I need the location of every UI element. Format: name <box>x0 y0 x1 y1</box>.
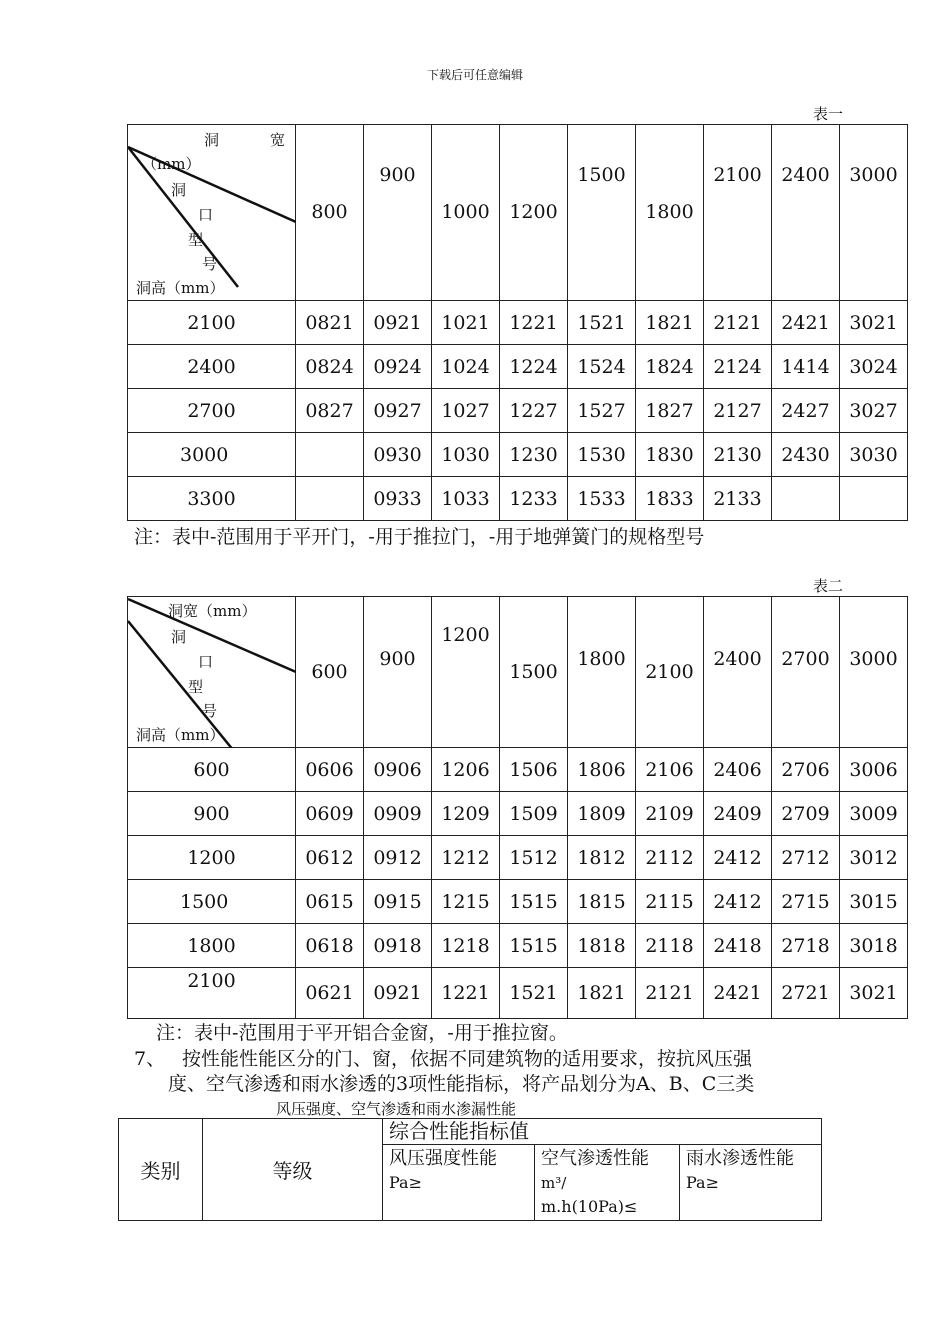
model-cell: 2709 <box>772 792 840 836</box>
model-cell: 2715 <box>772 880 840 924</box>
model-cell: 2115 <box>636 880 704 924</box>
model-cell: 3018 <box>840 924 908 968</box>
table3 <box>118 1118 822 1221</box>
row-height-label: 1200 <box>128 836 296 880</box>
table1-corner-type-char: 洞 <box>171 181 187 199</box>
row-height-label: 600 <box>128 748 296 792</box>
table-row <box>128 968 908 1019</box>
table-row <box>128 433 908 477</box>
table3-rain-header <box>680 1145 822 1221</box>
model-cell: 1815 <box>568 880 636 924</box>
table1-label: 表一 <box>813 105 844 123</box>
table2-width-header: 3000 <box>840 597 908 748</box>
section7-number: 7、 <box>134 1048 166 1070</box>
rain-title: 雨水渗透性能 <box>686 1148 794 1169</box>
row-height-label: 900 <box>128 792 296 836</box>
model-cell: 0915 <box>364 880 432 924</box>
table2-width-header: 2400 <box>704 597 772 748</box>
table1-width-header: 1000 <box>432 125 500 301</box>
model-cell: 0609 <box>296 792 364 836</box>
model-cell: 1830 <box>636 433 704 477</box>
model-cell: 2130 <box>704 433 772 477</box>
table2-width-header: 2100 <box>636 597 704 748</box>
table2-corner-height-label: 洞高（mm） <box>136 726 225 744</box>
model-cell: 0930 <box>364 433 432 477</box>
model-cell: 1030 <box>432 433 500 477</box>
model-cell: 1509 <box>500 792 568 836</box>
model-cell: 1515 <box>500 880 568 924</box>
table-row <box>128 836 908 880</box>
table-row <box>128 301 908 345</box>
table-row <box>128 880 908 924</box>
model-cell: 1527 <box>568 389 636 433</box>
table2-header-row <box>128 597 908 748</box>
model-cell: 2721 <box>772 968 840 1019</box>
model-cell: 2121 <box>636 968 704 1019</box>
table1-corner-cell <box>128 125 296 301</box>
table2-corner-width-label: 洞宽（mm） <box>168 602 257 620</box>
table1 <box>127 124 908 521</box>
table1-header-row <box>128 125 908 301</box>
table1-width-header: 2100 <box>704 125 772 301</box>
model-cell: 0921 <box>364 968 432 1019</box>
model-cell: 1530 <box>568 433 636 477</box>
model-cell: 1827 <box>636 389 704 433</box>
model-cell: 3009 <box>840 792 908 836</box>
model-cell: 0824 <box>296 345 364 389</box>
model-cell: 2112 <box>636 836 704 880</box>
table3-category-header: 类别 <box>119 1119 203 1221</box>
model-cell: 3006 <box>840 748 908 792</box>
section7-line2: 度、空气渗透和雨水渗透的3项性能指标，将产品划分为A、B、C三类 <box>168 1073 755 1095</box>
table1-width-header: 1200 <box>500 125 568 301</box>
table1-width-header: 1800 <box>636 125 704 301</box>
air-title: 空气渗透性能 <box>541 1148 649 1169</box>
model-cell: 1024 <box>432 345 500 389</box>
table-row <box>128 748 908 792</box>
model-cell: 2409 <box>704 792 772 836</box>
model-cell: 1221 <box>500 301 568 345</box>
model-cell: 1209 <box>432 792 500 836</box>
model-cell: 1414 <box>772 345 840 389</box>
row-height-label: 3300 <box>128 477 296 521</box>
model-cell: 3021 <box>840 968 908 1019</box>
model-cell: 3030 <box>840 433 908 477</box>
model-cell: 1227 <box>500 389 568 433</box>
model-cell: 3024 <box>840 345 908 389</box>
model-cell: 0924 <box>364 345 432 389</box>
section7-line1: 按性能性能区分的门、窗，依据不同建筑物的适用要求，按抗风压强 <box>182 1048 753 1070</box>
table1-width-header: 800 <box>296 125 364 301</box>
model-cell: 3015 <box>840 880 908 924</box>
model-cell: 0918 <box>364 924 432 968</box>
model-cell: 1212 <box>432 836 500 880</box>
model-cell: 1512 <box>500 836 568 880</box>
model-cell: 0606 <box>296 748 364 792</box>
model-cell: 2133 <box>704 477 772 521</box>
model-cell: 0921 <box>364 301 432 345</box>
model-cell: 1524 <box>568 345 636 389</box>
model-cell: 1824 <box>636 345 704 389</box>
table2-label: 表二 <box>813 577 844 595</box>
model-cell: 1027 <box>432 389 500 433</box>
model-cell: 2706 <box>772 748 840 792</box>
air-unit-a: m³/ <box>541 1174 567 1192</box>
table3-group-header: 综合性能指标值 <box>383 1119 822 1145</box>
row-height-label: 1500 <box>128 880 296 924</box>
table3-header-row <box>119 1119 822 1145</box>
row-height-label: 3000 <box>128 433 296 477</box>
model-cell: 1821 <box>636 301 704 345</box>
model-cell: 3027 <box>840 389 908 433</box>
model-cell: 1221 <box>432 968 500 1019</box>
model-cell: 0927 <box>364 389 432 433</box>
model-cell: 1521 <box>568 301 636 345</box>
table1-corner-type-char: 型 <box>188 231 204 249</box>
model-cell <box>296 433 364 477</box>
model-cell: 0912 <box>364 836 432 880</box>
table1-width-header: 900 <box>364 125 432 301</box>
table-row <box>128 345 908 389</box>
rain-unit: Pa≥ <box>686 1173 719 1192</box>
table-row <box>128 477 908 521</box>
model-cell: 1230 <box>500 433 568 477</box>
table2-width-header: 2700 <box>772 597 840 748</box>
model-cell: 2109 <box>636 792 704 836</box>
model-cell: 1806 <box>568 748 636 792</box>
table1-corner-height-label: 洞高（mm） <box>136 279 225 297</box>
table-row <box>128 792 908 836</box>
model-cell: 2430 <box>772 433 840 477</box>
table1-width-header: 1500 <box>568 125 636 301</box>
model-cell: 1233 <box>500 477 568 521</box>
model-cell: 2718 <box>772 924 840 968</box>
model-cell: 0933 <box>364 477 432 521</box>
table2-width-header: 600 <box>296 597 364 748</box>
model-cell: 1515 <box>500 924 568 968</box>
table1-width-header: 3000 <box>840 125 908 301</box>
table1-note: 注：表中-范围用于平开门，-用于推拉门，-用于地弹簧门的规格型号 <box>134 526 705 548</box>
model-cell: 2106 <box>636 748 704 792</box>
model-cell: 1218 <box>432 924 500 968</box>
table-row <box>128 924 908 968</box>
model-cell: 0621 <box>296 968 364 1019</box>
table1-corner-width-unit: （mm） <box>142 155 201 173</box>
model-cell: 2418 <box>704 924 772 968</box>
row-height-label: 2100 <box>128 968 296 1019</box>
model-cell: 3012 <box>840 836 908 880</box>
table2-corner-type-char: 号 <box>202 702 218 720</box>
row-height-label: 1800 <box>128 924 296 968</box>
model-cell: 0906 <box>364 748 432 792</box>
table2-width-header: 1500 <box>500 597 568 748</box>
model-cell: 2118 <box>636 924 704 968</box>
table3-air-header <box>535 1145 680 1221</box>
table2-note: 注：表中-范围用于平开铝合金窗，-用于推拉窗。 <box>156 1022 568 1044</box>
table2-width-header: 900 <box>364 597 432 748</box>
page-header: 下载后可任意编辑 <box>426 68 523 82</box>
model-cell: 1215 <box>432 880 500 924</box>
model-cell: 2412 <box>704 880 772 924</box>
model-cell: 0615 <box>296 880 364 924</box>
table1-corner-type-char: 口 <box>198 206 214 224</box>
air-unit-b: m.h(10Pa)≤ <box>541 1197 638 1216</box>
model-cell: 1521 <box>500 968 568 1019</box>
model-cell: 2421 <box>772 301 840 345</box>
wind-title: 风压强度性能 <box>389 1148 497 1169</box>
table1-corner-width-a: 洞 <box>204 131 220 149</box>
model-cell: 1533 <box>568 477 636 521</box>
model-cell: 1812 <box>568 836 636 880</box>
model-cell: 1206 <box>432 748 500 792</box>
model-cell: 0618 <box>296 924 364 968</box>
model-cell: 1818 <box>568 924 636 968</box>
model-cell: 2421 <box>704 968 772 1019</box>
table1-width-header: 2400 <box>772 125 840 301</box>
model-cell: 1821 <box>568 968 636 1019</box>
table3-grade-header: 等级 <box>203 1119 383 1221</box>
table3-caption: 风压强度、空气渗透和雨水渗漏性能 <box>276 1100 517 1118</box>
model-cell <box>296 477 364 521</box>
table2-width-header: 1200 <box>432 597 500 748</box>
model-cell: 1224 <box>500 345 568 389</box>
row-height-label: 2100 <box>128 301 296 345</box>
model-cell: 3021 <box>840 301 908 345</box>
model-cell: 1809 <box>568 792 636 836</box>
table2 <box>127 596 908 1019</box>
table2-corner-type-char: 型 <box>188 678 204 696</box>
model-cell: 0612 <box>296 836 364 880</box>
model-cell: 2127 <box>704 389 772 433</box>
model-cell: 2121 <box>704 301 772 345</box>
table2-corner-type-char: 洞 <box>171 628 187 646</box>
model-cell: 1833 <box>636 477 704 521</box>
model-cell: 2412 <box>704 836 772 880</box>
model-cell: 0909 <box>364 792 432 836</box>
model-cell <box>772 477 840 521</box>
row-height-label: 2700 <box>128 389 296 433</box>
row-height-label: 2400 <box>128 345 296 389</box>
table3-wind-header <box>383 1145 535 1221</box>
model-cell: 2712 <box>772 836 840 880</box>
model-cell: 1033 <box>432 477 500 521</box>
model-cell: 2124 <box>704 345 772 389</box>
table2-width-header: 1800 <box>568 597 636 748</box>
table2-corner-cell <box>128 597 296 748</box>
wind-unit: Pa≥ <box>389 1173 422 1192</box>
table2-corner-type-char: 口 <box>198 653 214 671</box>
table1-corner-type-char: 号 <box>202 255 218 273</box>
model-cell: 2427 <box>772 389 840 433</box>
model-cell <box>840 477 908 521</box>
model-cell: 2406 <box>704 748 772 792</box>
model-cell: 0827 <box>296 389 364 433</box>
model-cell: 1506 <box>500 748 568 792</box>
table1-corner-width-b: 宽 <box>270 131 286 149</box>
model-cell: 1021 <box>432 301 500 345</box>
model-cell: 0821 <box>296 301 364 345</box>
table-row <box>128 389 908 433</box>
